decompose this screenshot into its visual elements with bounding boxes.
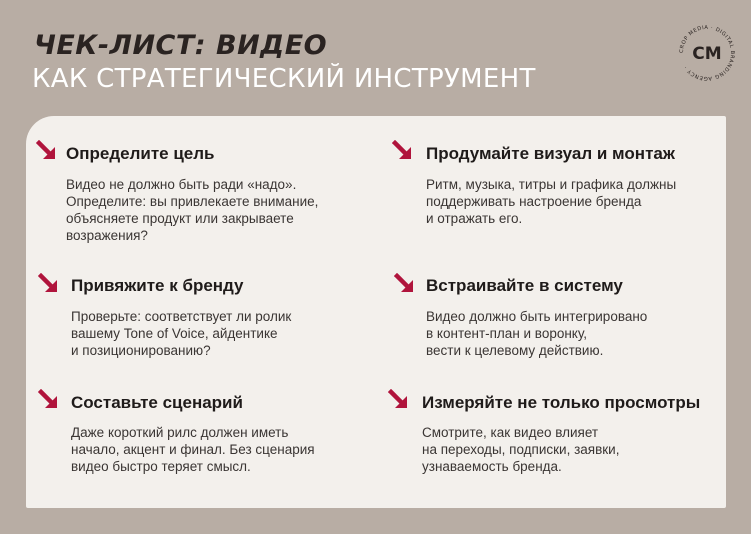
page-title: ЧЕК-ЛИСТ: ВИДЕО [34,30,328,61]
item-title-metrics: Измеряйте не только просмотры [422,393,701,412]
arrow-down-right-icon [38,389,60,411]
item-title-brand: Привяжите к бренду [71,276,244,295]
arrow-down-right-icon [392,140,414,162]
arrow-down-right-icon [388,389,410,411]
item-text-visual: Ритм, музыка, титры и графика должны поддерживать настроение бренда и отражать его. [426,177,677,226]
item-title-goal: Определите цель [66,144,215,163]
logo-ring-text: CROP MEDIA · DIGITAL BRANDING AGENCY · [678,24,736,82]
item-title-visual: Продумайте визуал и монтаж [426,144,675,163]
item-text-goal: Видео не должно быть ради «надо». Определите: вы привлекаете внимание, объясняете продукт или закрываете возражения? [66,177,319,243]
arrow-down-right-icon [38,273,60,295]
arrow-down-right-icon [36,140,58,162]
arrow-down-right-icon [394,273,416,295]
agency-logo [676,22,738,84]
logo-text: CM [692,44,722,64]
page-subtitle: КАК СТРАТЕГИЧЕСКИЙ ИНСТРУМЕНТ [32,64,536,94]
item-text-brand: Проверьте: соответствует ли ролик вашему Tone of Voice, айдентике и позиционированию? [71,309,292,358]
checklist-card [26,116,726,508]
item-title-system: Встраивайте в систему [426,276,623,295]
item-text-system: Видео должно быть интегрировано в контент-план и воронку, вести к целевому действию. [426,309,648,358]
item-text-script: Даже короткий рилс должен иметь начало, акцент и финал. Без сценария видео быстро теряет смысл. [71,425,315,474]
item-title-script: Составьте сценарий [71,393,243,412]
item-text-metrics: Смотрите, как видео влияет на переходы, подписки, заявки, узнаваемость бренда. [422,425,620,474]
